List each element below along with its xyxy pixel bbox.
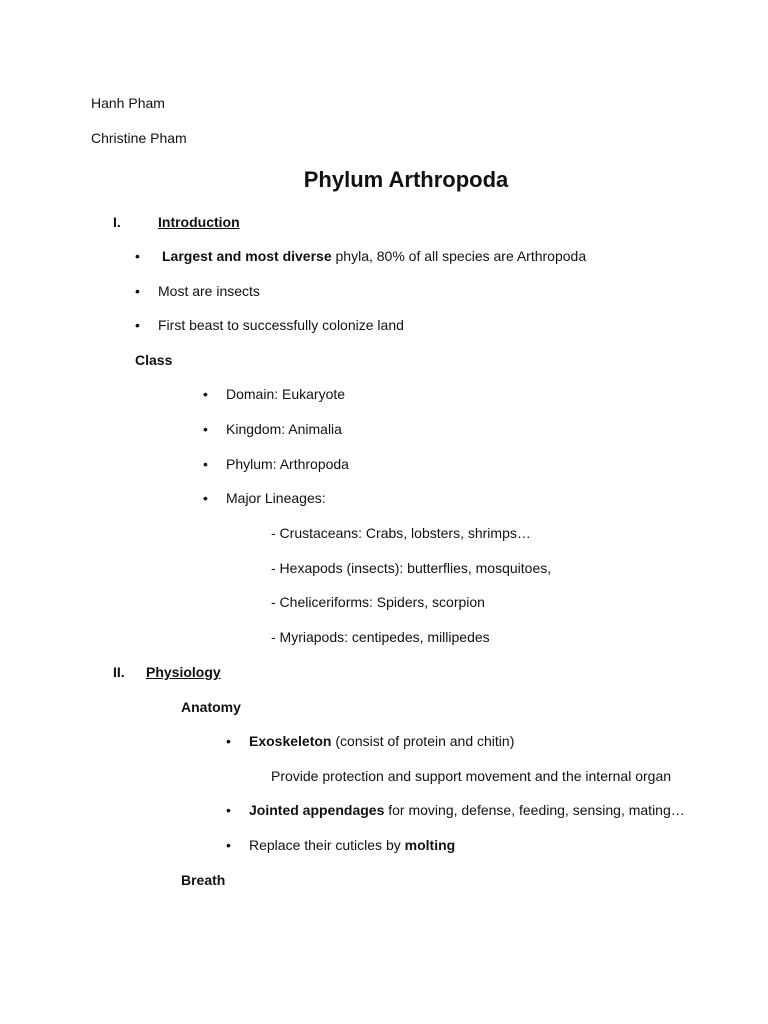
item-emphasis: Largest and most diverse — [162, 248, 332, 264]
section-heading: Introduction — [158, 214, 240, 230]
list-item — [162, 247, 586, 265]
item-emphasis: Jointed appendages — [249, 802, 385, 818]
bullet-icon: • — [226, 837, 231, 853]
section-numeral: II. — [113, 664, 125, 680]
subheading: Breath — [181, 872, 226, 888]
bullet-icon: • — [135, 283, 140, 299]
bullet-icon: • — [203, 490, 208, 506]
bullet-icon: • — [203, 421, 208, 437]
list-item: Domain: Eukaryote — [226, 386, 346, 402]
list-item — [249, 732, 514, 750]
item-text: phyla, 80% of all species are Arthropoda — [331, 248, 587, 264]
list-item — [249, 801, 685, 819]
author-name: Hanh Pham — [91, 95, 165, 111]
subheading: Anatomy — [181, 699, 241, 715]
list-item: Phylum: Arthropoda — [226, 456, 349, 472]
subheading: Class — [135, 352, 173, 368]
section-heading: Physiology — [146, 664, 221, 680]
item-emphasis: Exoskeleton — [249, 733, 332, 749]
lineage-item: - Myriapods: centipedes, millipedes — [271, 629, 490, 645]
section-numeral: I. — [113, 214, 121, 230]
bullet-icon: • — [203, 456, 208, 472]
document-title: Phylum Arthropoda — [303, 167, 509, 192]
bullet-icon: • — [226, 733, 231, 749]
list-item: Most are insects — [158, 283, 260, 299]
bullet-icon: • — [226, 802, 231, 818]
lineage-item: - Cheliceriforms: Spiders, scorpion — [271, 594, 485, 610]
bullet-icon: • — [135, 317, 140, 333]
item-emphasis: molting — [404, 837, 456, 853]
lineage-item: - Hexapods (insects): butterflies, mosquitoes, — [271, 560, 552, 576]
bullet-icon: • — [135, 248, 140, 264]
lineage-item: - Crustaceans: Crabs, lobsters, shrimps… — [271, 525, 531, 541]
list-item: Kingdom: Animalia — [226, 421, 342, 437]
item-text: Replace their cuticles by — [249, 837, 405, 853]
item-text: for moving, defense, feeding, sensing, mating… — [384, 802, 685, 818]
bullet-icon: • — [203, 386, 208, 402]
item-text: (consist of protein and chitin) — [331, 733, 515, 749]
list-item: First beast to successfully colonize land — [158, 317, 404, 333]
list-item: Major Lineages: — [226, 490, 326, 506]
list-item — [249, 836, 455, 854]
detail-text: Provide protection and support movement and the internal organ — [271, 768, 672, 784]
author-name: Christine Pham — [91, 130, 187, 146]
